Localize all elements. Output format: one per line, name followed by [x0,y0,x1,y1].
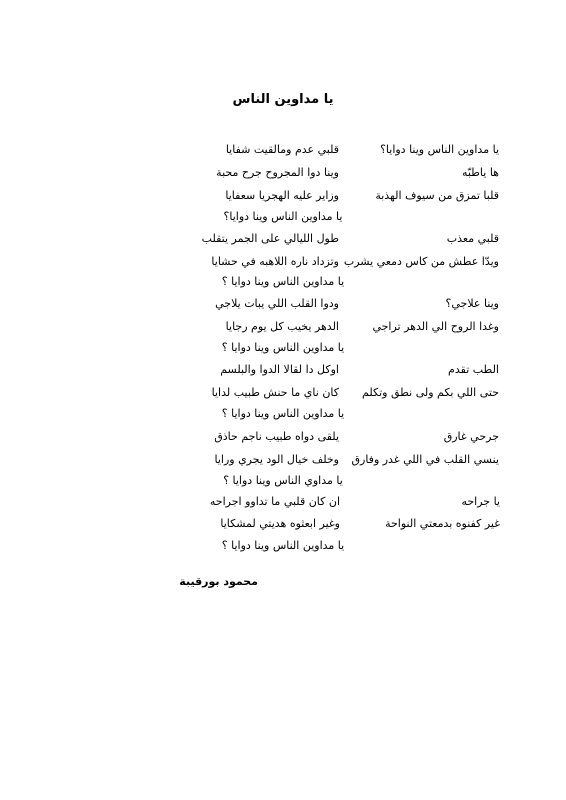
first-hemistich: حتى اللي بكم ولى نطق وتكلم [362,386,499,399]
second-hemistich: الدهر يخيب كل يوم رجايا [225,320,339,333]
second-hemistich: وتزداد ناره اللاهبه في حشايا [211,255,339,268]
poem-line [179,386,499,406]
first-hemistich: ها ياطبّه [461,166,499,179]
second-hemistich: طول الليالي على الجمر يتقلب [201,232,339,245]
second-hemistich: وينا دوا المجروح جرح محبة [216,166,339,179]
poem-line [179,453,499,473]
first-hemistich: وغدا الروح الي الدهر تراجي [372,320,499,333]
first-hemistich: وينا علاجي؟ [445,297,499,310]
refrain-line: يا مداوين الناس وينا دوايا ؟ [221,407,345,420]
second-hemistich: اوكل دا لقالا الدوا والبلسم [220,363,339,376]
second-hemistich: ودوا القلب اللي يبات يلاجي [215,297,339,310]
second-hemistich: يلقى دواه طبيب ناجم حاذق [214,430,339,443]
first-hemistich: قلبا تمزق من سيوف الهذبة [375,189,499,202]
first-hemistich: جرحي غارق [443,430,499,443]
poem-title: يا مداوين الناس [232,92,334,107]
refrain-line: يا مداوين الناس وينا دوايا؟ [223,210,343,223]
poem-line [179,297,499,317]
poem-line [179,363,499,383]
poem-line [160,517,500,537]
poem-line [179,166,499,186]
refrain-line: يا مداوين الناس وينا دوايا ؟ [221,275,345,288]
second-hemistich: كان ناي ما حنش طبيب لدايا [211,386,339,399]
first-hemistich: ويدّا عطش من كاس دمعي يشرب [343,255,499,268]
refrain-line: يا مداوين الناس وينا دوايا ؟ [221,539,345,552]
second-hemistich: قلبي عدم ومالقيت شفايا [225,143,339,156]
poem-line [179,143,499,163]
first-hemistich: ينسي القلب في اللي غدر وفارق [351,453,499,466]
second-hemistich: وغير ابعثوه هديتي لمشكايا [220,517,340,530]
second-hemistich: وزاير عليه الهجريا سعفايا [225,189,339,202]
poem-line [179,320,499,340]
refrain-line: يا مداوي الناس وينا دوايا ؟ [223,474,343,487]
refrain-line: يا مداوين الناس وينا دوايا ؟ [221,341,345,354]
first-hemistich: قلبي معذب [446,232,499,245]
poem-line [179,430,499,450]
second-hemistich: ان كان قلبي ما تداوو اجراحه [209,495,340,508]
second-hemistich: وخلف خيال الود يجري ورايا [214,453,339,466]
first-hemistich: الطب تقدم [448,363,499,376]
first-hemistich: يا مداوين الناس وينا دوايا؟ [380,143,499,156]
poem-line [160,495,500,515]
first-hemistich: غير كفنوه بدمعتي النواحة [385,517,500,530]
first-hemistich: يا جراحه [461,495,500,508]
author-signature: محمود بورقيبة [179,575,258,588]
poem-line [179,255,499,275]
poem-line [179,232,499,252]
poem-line [179,189,499,209]
